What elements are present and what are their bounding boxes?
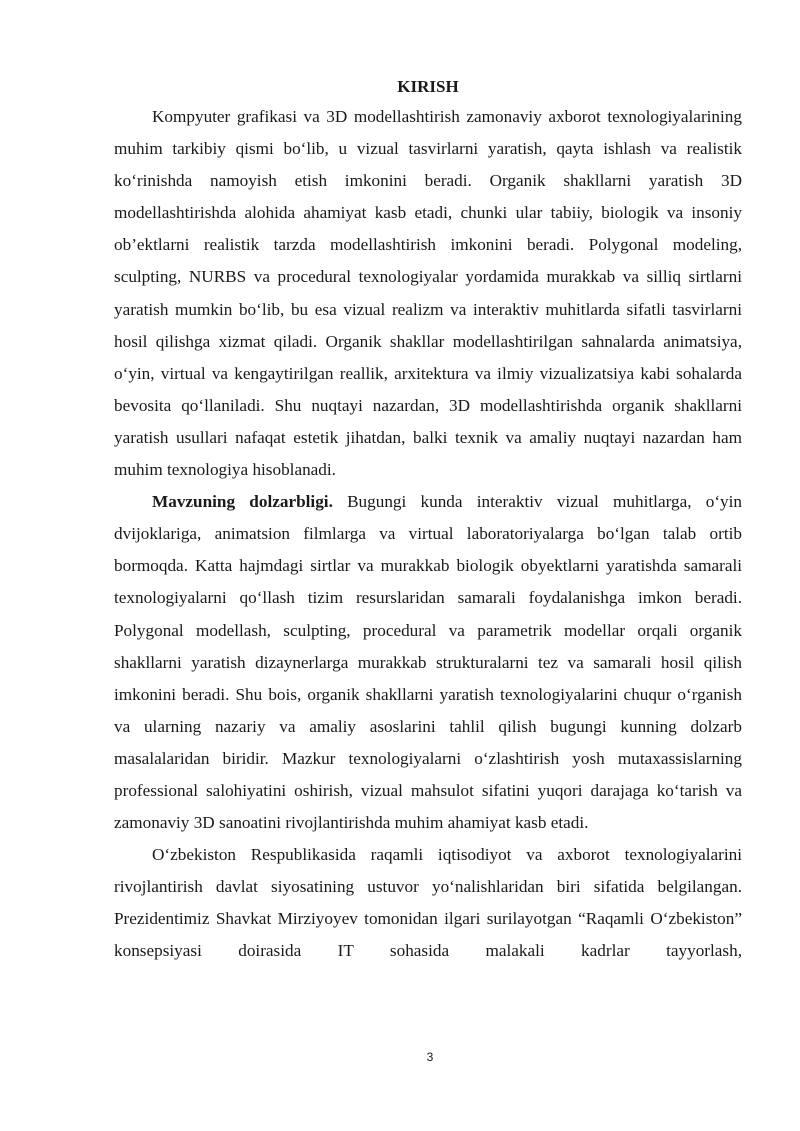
- relevance-paragraph: [114, 486, 742, 839]
- section-heading: KIRISH: [397, 77, 459, 96]
- policy-paragraph: [114, 839, 742, 967]
- intro-paragraph: [114, 101, 742, 486]
- paragraph-text: Bugungi kunda interaktiv vizual muhitlarga, o‘yin dvijoklariga, animatsion filmlarga va virtual laboratoriyalarga bo‘lgan talab ortib bormoqda. Katta hajmdagi sirtlar va murakkab biologik obyektlarni yaratishda samarali texnologiyalarni qo‘llash tizim resurslaridan samarali foydalanishga imkon beradi. Polygonal modellash, sculpting, procedural va parametrik modellar orqali organik shakllarni yaratish dizaynerlarga murakkab strukturalarni tez va samarali hosil qilish imkonini beradi. Shu bois, organik shakllarni yaratish texnologiyalarini chuqur o‘rganish va ularning nazariy va amaliy asoslarini tahlil qilish bugungi kunning dolzarb masalalaridan biridir. Mazkur texnologiyalarni o‘zlashtirish yosh mutaxassislarning professional salohiyatini oshirish, vizual mahsulot sifatini yuqori darajaga ko‘tarish va zamonaviy 3D sanoatini rivojlantirishda muhim ahamiyat kasb etadi.: [114, 492, 743, 833]
- paragraph-text: Kompyuter grafikasi va 3D modellashtirish zamonaviy axborot texnologiyalarining muhim tarkibiy qismi bo‘lib, u vizual tasvirlarni yaratish, qayta ishlash va realistik ko‘rinishda namoyish etish imkonini beradi. Organik shakllarni yaratish 3D modellashtirishda alohida ahamiyat kasb etadi, chunki ular tabiiy, biologik va insoniy ob’ektlarni realistik tarzda modellashtirish imkonini beradi. Polygonal modeling, sculpting, NURBS va procedural texnologiyalar yordamida murakkab va silliq sirtlarni yaratish mumkin bo‘lib, bu esa vizual realizm va interaktiv muhitlarda sifatli tasvirlarni hosil qilishga xizmat qiladi. Organik shakllar modellashtirilgan sahnalarda animatsiya, o‘yin, virtual va kengaytirilgan reallik, arxitektura va ilmiy vizualizatsiya kabi sohalarda bevosita qo‘llaniladi. Shu nuqtayi nazardan, 3D modellashtirishda organik shakllarni yaratish usullari nafaqat estetik jihatdan, balki texnik va amaliy nuqtayi nazardan ham muhim texnologiya hisoblanadi.: [114, 107, 742, 480]
- document-page: [114, 74, 742, 968]
- page-number: 3: [426, 1050, 434, 1064]
- paragraph-text: O‘zbekiston Respublikasida raqamli iqtisodiyot va axborot texnologiyalarini rivojlantirish davlat siyosatining ustuvor yo‘nalishlaridan biri sifatida belgilangan. Prezidentimiz Shavkat Mirziyoyev tomonidan ilgari surilayotgan “Raqamli O‘zbekiston” konsepsiyasi doirasida IT sohasida malakali kadrlar tayyorlash,: [114, 845, 742, 961]
- paragraph-lead: Mavzuning dolzarbligi.: [152, 492, 333, 512]
